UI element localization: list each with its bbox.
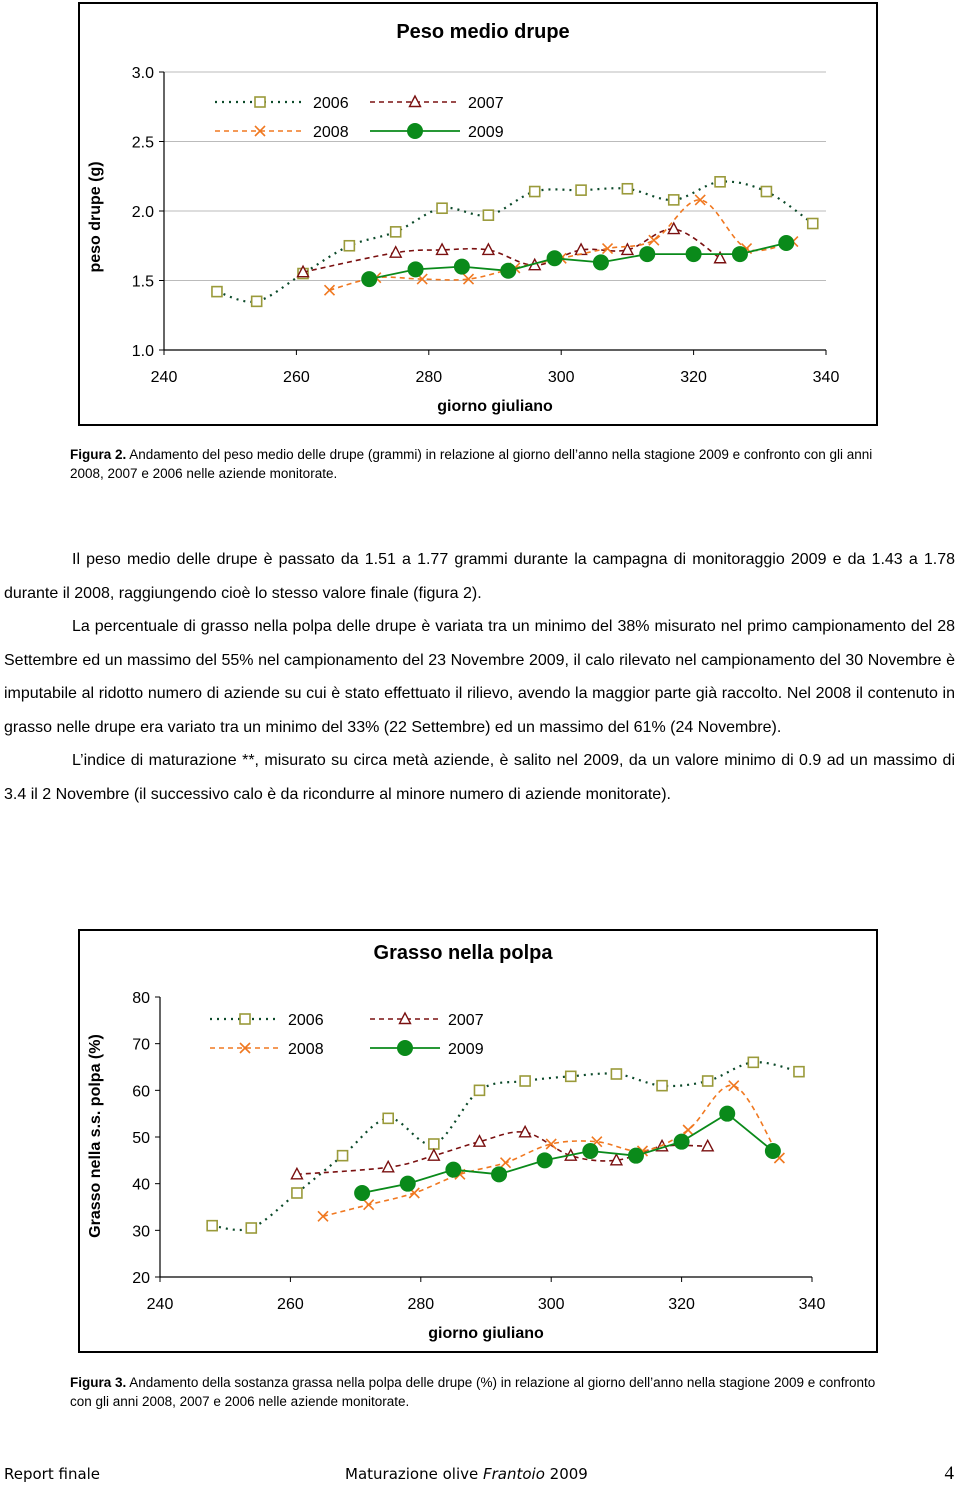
chart1-ytick-label: 2.0 bbox=[131, 204, 154, 221]
chart1-point-2009 bbox=[640, 247, 655, 262]
chart2-series-2009 bbox=[355, 1106, 781, 1200]
chart2-ytick-label: 70 bbox=[132, 1036, 150, 1054]
chart1-point-2006 bbox=[391, 227, 401, 237]
chart2-legend-item-2007 bbox=[370, 1012, 484, 1029]
figure3-caption-text: Andamento della sostanza grassa nella polpa delle drupe (%) in relazione al giorno dell’anno nella stagione 2009 e confronto con gli anni 2008, 2007 e 2006 nelle aziende monitorate. bbox=[70, 1375, 876, 1409]
chart2-point-2008 bbox=[501, 1158, 511, 1168]
chart2-series-2006 bbox=[207, 1057, 804, 1233]
chart1-point-2009 bbox=[362, 272, 377, 287]
chart1-ytick-label: 1.0 bbox=[131, 343, 154, 360]
chart2-point-2009 bbox=[628, 1148, 643, 1163]
chart1-legend-label-2006: 2006 bbox=[313, 95, 349, 112]
chart2-point-2009 bbox=[537, 1153, 552, 1168]
chart2-point-2007 bbox=[702, 1140, 713, 1151]
chart-peso-medio bbox=[78, 2, 878, 426]
paragraph-grasso: La percentuale di grasso nella polpa delle drupe è variata tra un minimo del 38% misurato nel primo campionamento del 28 Settembre ed un massimo del 55% nel campionamento del 23 Novembre 2009, il calo rilevato nel campionamento del 30 Novembre è imputabile al ridotto numero di aziende su cui è stato effettuato il rilievo, avendo la maggior parte già raccolto. Nel 2008 il contenuto in grasso nelle drupe era variato tra un minimo del 33% (22 Settembre) ed un massimo del 61% (24 Novembre). bbox=[4, 618, 955, 736]
chart2-xtick-label: 300 bbox=[537, 1296, 565, 1313]
chart2-xlabel: giorno giuliano bbox=[428, 1325, 544, 1342]
chart1-ytick-label: 3.0 bbox=[131, 65, 154, 82]
chart2-point-2006 bbox=[703, 1076, 713, 1086]
chart2-point-2006 bbox=[338, 1151, 348, 1161]
chart1-xtick-label: 320 bbox=[680, 369, 707, 386]
chart1-point-2009 bbox=[501, 263, 516, 278]
figure3-caption-label: Figura 3. bbox=[70, 1375, 127, 1390]
chart2-title: Grasso nella polpa bbox=[373, 942, 553, 964]
chart1-xtick-label: 300 bbox=[547, 369, 575, 386]
chart1-point-2009 bbox=[732, 247, 747, 262]
chart1-xtick-label: 280 bbox=[415, 369, 443, 386]
chart1-point-2009 bbox=[454, 259, 469, 274]
chart2-legend-label-2008: 2008 bbox=[288, 1041, 324, 1058]
paragraph-peso: Il peso medio delle drupe è passato da 1.51 a 1.77 grammi durante la campagna di monitoraggio 2009 e da 1.43 a 1.78 durante il 2008, raggiungendo cioè lo stesso valore finale (figura 2). bbox=[4, 551, 955, 602]
chart-grasso-polpa-svg bbox=[80, 931, 880, 1355]
chart1-series-2009 bbox=[362, 235, 794, 286]
chart2-legend-marker-2009 bbox=[398, 1041, 413, 1056]
chart1-point-2009 bbox=[593, 255, 608, 270]
chart2-legend-item-2009 bbox=[370, 1041, 484, 1059]
chart2-point-2006 bbox=[474, 1085, 484, 1095]
chart1-point-2006 bbox=[212, 287, 222, 297]
chart2-ylabel: Grasso nella s.s. polpa (%) bbox=[87, 1034, 104, 1238]
footer-center-suffix: 2009 bbox=[544, 1465, 588, 1483]
chart2-series-line-2009 bbox=[362, 1114, 773, 1193]
chart2-point-2009 bbox=[765, 1144, 780, 1159]
page-number: 4 bbox=[944, 1463, 954, 1484]
chart1-point-2006 bbox=[437, 203, 447, 213]
chart2-legend-label-2009: 2009 bbox=[448, 1041, 484, 1058]
chart2-xtick-label: 320 bbox=[668, 1296, 695, 1313]
chart2-legend-label-2006: 2006 bbox=[288, 1012, 324, 1029]
chart1-series-line-2008 bbox=[330, 200, 793, 290]
chart1-legend-label-2007: 2007 bbox=[468, 95, 504, 112]
chart2-point-2009 bbox=[674, 1134, 689, 1149]
chart1-legend-label-2008: 2008 bbox=[313, 124, 349, 141]
footer-left bbox=[4, 1465, 100, 1483]
chart2-point-2009 bbox=[492, 1167, 507, 1182]
chart2-point-2006 bbox=[748, 1057, 758, 1067]
chart1-point-2008 bbox=[325, 285, 335, 295]
chart1-point-2009 bbox=[408, 262, 423, 277]
chart1-title: Peso medio drupe bbox=[396, 21, 570, 43]
chart2-point-2006 bbox=[429, 1139, 439, 1149]
chart2-xtick-label: 340 bbox=[798, 1296, 826, 1313]
chart2-point-2008 bbox=[683, 1125, 693, 1135]
chart2-ytick-label: 20 bbox=[132, 1270, 150, 1287]
chart2-point-2006 bbox=[246, 1223, 256, 1233]
chart-grasso-polpa bbox=[78, 929, 878, 1353]
chart2-point-2009 bbox=[446, 1162, 461, 1177]
chart1-legend-item-2008 bbox=[215, 124, 349, 141]
chart2-point-2008 bbox=[364, 1200, 374, 1210]
figure2-caption-label: Figura 2. bbox=[70, 447, 127, 462]
chart1-legend-item-2009 bbox=[370, 124, 504, 142]
chart2-point-2009 bbox=[583, 1144, 598, 1159]
chart2-point-2007 bbox=[383, 1161, 394, 1172]
footer-report: Report finale bbox=[4, 1465, 101, 1483]
chart1-legend-item-2006 bbox=[215, 95, 349, 112]
chart2-ytick-label: 80 bbox=[132, 990, 150, 1007]
chart2-legend-label-2007: 2007 bbox=[448, 1012, 484, 1029]
chart2-point-2006 bbox=[207, 1221, 217, 1231]
chart1-point-2009 bbox=[547, 251, 562, 266]
chart1-xtick-label: 260 bbox=[283, 369, 310, 386]
chart1-xtick-label: 240 bbox=[150, 369, 178, 386]
footer-center bbox=[345, 1465, 588, 1483]
chart1-xtick-label: 340 bbox=[812, 369, 840, 386]
paragraph-maturazione: L’indice di maturazione **, misurato su circa metà aziende, è salito nel 2009, da un valore minimo di 0.9 ad un massimo di 3.4 il 2 Novembre (il successivo calo è da ricondurre al minore numero di aziende monitorate). bbox=[4, 752, 955, 803]
chart1-point-2006 bbox=[252, 296, 262, 306]
footer-center-prefix: Maturazione olive bbox=[345, 1465, 483, 1483]
chart1-point-2006 bbox=[808, 219, 818, 229]
chart1-legend-marker-2006 bbox=[255, 97, 265, 107]
chart1-ylabel: peso drupe (g) bbox=[87, 161, 104, 273]
chart1-point-2006 bbox=[715, 177, 725, 187]
chart1-point-2009 bbox=[686, 247, 701, 262]
chart2-legend-item-2006 bbox=[210, 1012, 324, 1029]
chart1-point-2007 bbox=[390, 247, 401, 258]
chart2-point-2006 bbox=[611, 1069, 621, 1079]
footer-center-italic: Frantoio bbox=[483, 1465, 545, 1483]
chart2-xtick-label: 240 bbox=[146, 1296, 174, 1313]
chart2-ytick-label: 30 bbox=[132, 1223, 150, 1241]
chart2-ytick-label: 50 bbox=[132, 1130, 150, 1147]
chart2-point-2007 bbox=[428, 1150, 439, 1161]
chart1-point-2009 bbox=[779, 235, 794, 250]
chart2-ytick-label: 40 bbox=[132, 1176, 150, 1194]
body-text bbox=[4, 543, 955, 811]
chart2-point-2006 bbox=[657, 1081, 667, 1091]
chart1-point-2008 bbox=[649, 235, 659, 245]
chart2-point-2006 bbox=[566, 1071, 576, 1081]
chart2-point-2009 bbox=[355, 1186, 370, 1201]
chart2-series-2008 bbox=[318, 1081, 784, 1222]
chart2-legend-item-2008 bbox=[210, 1041, 324, 1058]
chart2-point-2006 bbox=[383, 1113, 393, 1123]
chart1-series-2006 bbox=[212, 177, 818, 307]
figure2-caption bbox=[70, 445, 900, 483]
chart1-ytick-label: 1.5 bbox=[131, 273, 154, 291]
chart1-point-2006 bbox=[483, 210, 493, 220]
chart2-point-2006 bbox=[292, 1188, 302, 1198]
figure2-caption-text: Andamento del peso medio delle drupe (grammi) in relazione al giorno dell’anno nella stagione 2009 e confronto con gli anni 2008, 2007 e 2006 nelle aziende monitorate. bbox=[70, 447, 873, 481]
chart1-point-2006 bbox=[622, 184, 632, 194]
chart2-xtick-label: 280 bbox=[407, 1296, 435, 1313]
chart2-xtick-label: 260 bbox=[277, 1296, 304, 1313]
chart1-legend-marker-2009 bbox=[408, 124, 423, 139]
chart1-point-2006 bbox=[576, 185, 586, 195]
chart-peso-medio-svg bbox=[80, 4, 880, 428]
chart2-legend-marker-2006 bbox=[240, 1014, 250, 1024]
chart2-point-2009 bbox=[720, 1106, 735, 1121]
chart2-point-2006 bbox=[520, 1076, 530, 1086]
chart1-point-2006 bbox=[669, 195, 679, 205]
chart1-xlabel: giorno giuliano bbox=[437, 398, 553, 415]
chart1-legend-item-2007 bbox=[370, 95, 504, 112]
chart2-point-2008 bbox=[318, 1211, 328, 1221]
chart2-point-2006 bbox=[794, 1067, 804, 1077]
chart1-series-line-2006 bbox=[217, 182, 813, 302]
chart1-point-2006 bbox=[530, 187, 540, 197]
figure3-caption bbox=[70, 1373, 900, 1411]
chart2-ytick-label: 60 bbox=[132, 1083, 150, 1101]
chart1-point-2006 bbox=[761, 187, 771, 197]
chart2-point-2009 bbox=[400, 1176, 415, 1191]
chart1-point-2006 bbox=[344, 241, 354, 251]
chart1-ytick-label: 2.5 bbox=[131, 134, 154, 152]
chart1-legend-label-2009: 2009 bbox=[468, 124, 504, 141]
